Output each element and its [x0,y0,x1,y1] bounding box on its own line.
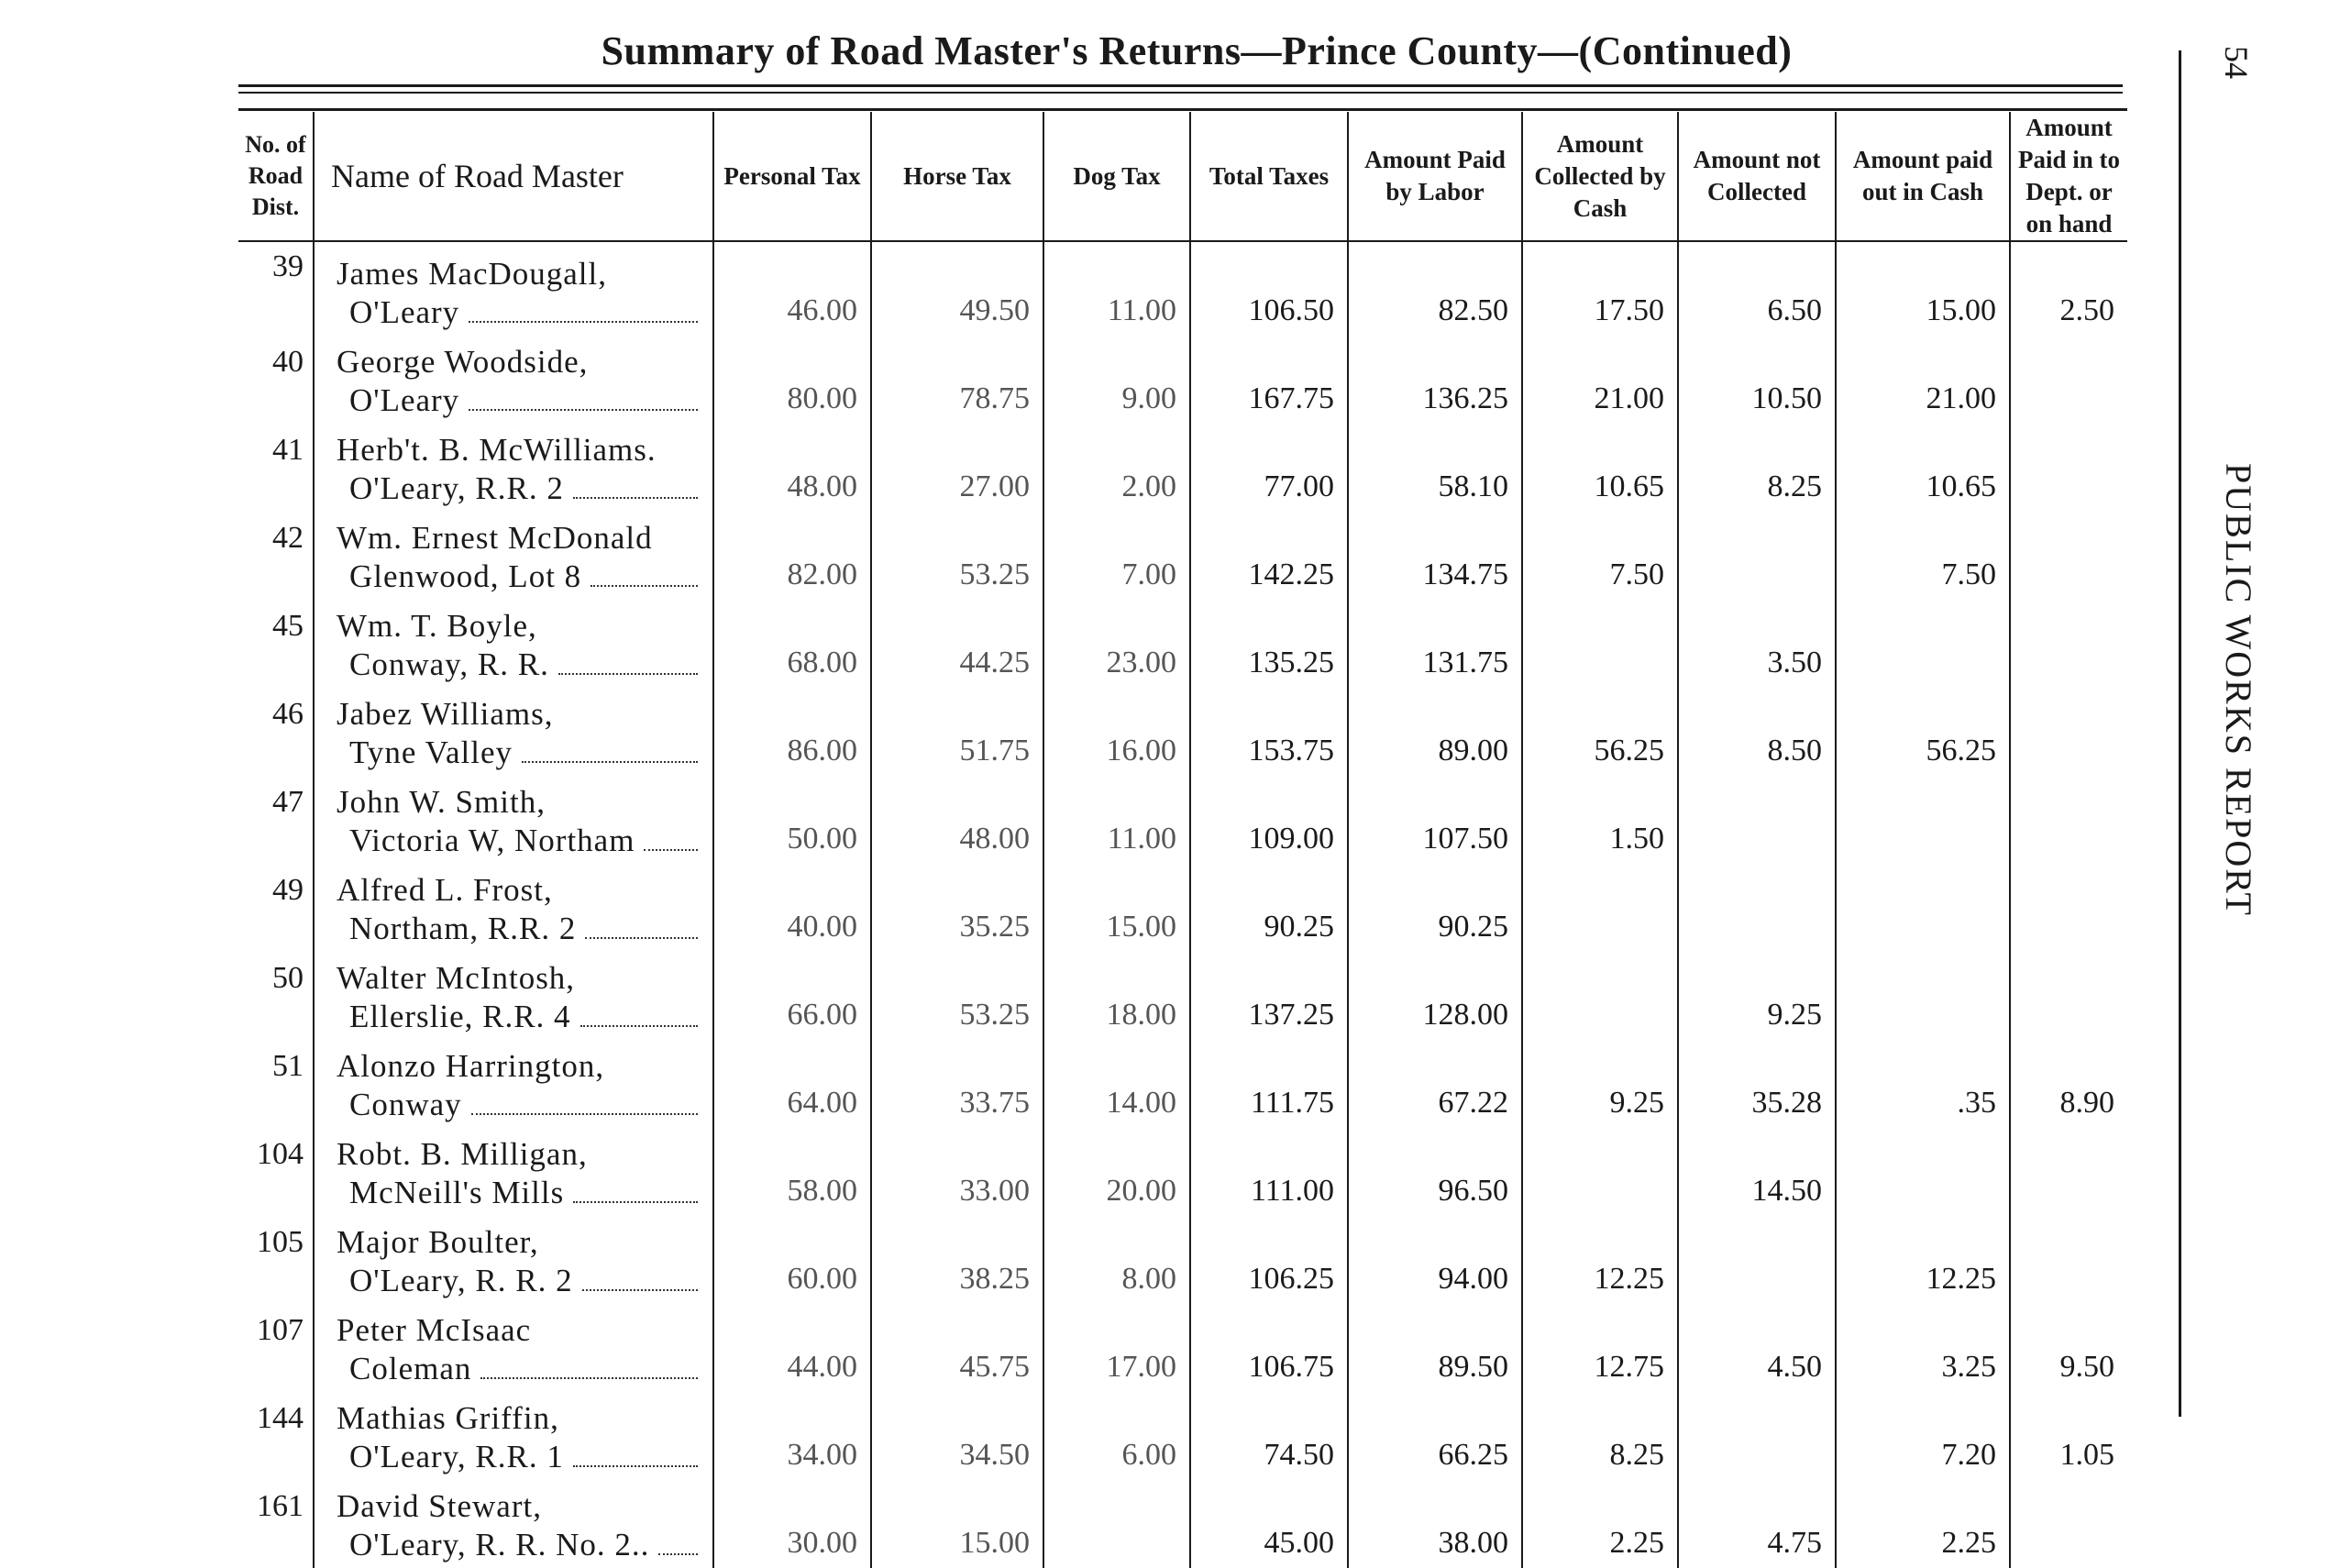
paid-out-cash-cell [1836,864,2010,952]
total-taxes-cell: 111.00 [1190,1128,1348,1216]
total-taxes-cell: 167.75 [1190,336,1348,424]
road-master-address-line [337,822,700,860]
road-master-cell [314,1128,713,1216]
road-master-cell [314,688,713,776]
total-taxes-cell: 74.50 [1190,1392,1348,1480]
dog-tax-cell: 9.00 [1043,336,1190,424]
road-dist-cell: 41 [238,424,314,512]
dog-tax-cell: 18.00 [1043,952,1190,1040]
table-row [238,424,2127,512]
paid-by-labor-cell: 67.22 [1348,1040,1522,1128]
road-master-place: O'Leary [349,382,460,418]
total-taxes-cell: 106.25 [1190,1216,1348,1304]
road-dist-cell: 42 [238,512,314,600]
road-master-cell [314,864,713,952]
collected-by-cash-cell: 7.50 [1522,512,1678,600]
paid-out-cash-cell: 12.25 [1836,1216,2010,1304]
paid-by-labor-cell: 66.25 [1348,1392,1522,1480]
road-master-name: Mathias Griffin, [337,1400,559,1436]
paid-by-labor-cell: 107.50 [1348,776,1522,864]
road-master-place: Conway, R. R. [349,646,549,682]
collected-by-cash-cell [1522,952,1678,1040]
leader-dots [580,998,698,1027]
road-master-name: Alfred L. Frost, [337,872,553,908]
personal-tax-cell: 80.00 [713,336,871,424]
horse-tax-cell: 53.25 [871,512,1043,600]
personal-tax-cell: 46.00 [713,240,871,336]
total-taxes-cell: 153.75 [1190,688,1348,776]
dog-tax-cell: 6.00 [1043,1392,1190,1480]
paid-to-dept-cell [2010,424,2127,512]
personal-tax-cell: 34.00 [713,1392,871,1480]
paid-to-dept-cell [2010,776,2127,864]
dog-tax-cell: 7.00 [1043,512,1190,600]
table-row [238,336,2127,424]
leader-dots [522,734,698,763]
col-header-paid-out-cash: Amount paid out in Cash [1836,112,2010,240]
total-taxes-cell: 106.50 [1190,240,1348,336]
paid-by-labor-cell: 94.00 [1348,1216,1522,1304]
returns-table [238,112,2127,1568]
not-collected-cell: 6.50 [1678,240,1836,336]
collected-by-cash-cell [1522,864,1678,952]
total-taxes-cell: 109.00 [1190,776,1348,864]
paid-by-labor-cell: 131.75 [1348,600,1522,688]
dog-tax-cell: 16.00 [1043,688,1190,776]
paid-out-cash-cell: .35 [1836,1040,2010,1128]
paid-by-labor-cell: 89.00 [1348,688,1522,776]
road-master-address-line [337,293,700,332]
paid-to-dept-cell [2010,688,2127,776]
header-top-rule [238,108,2127,111]
dog-tax-cell: 20.00 [1043,1128,1190,1216]
road-master-cell [314,600,713,688]
not-collected-cell [1678,1392,1836,1480]
paid-by-labor-cell: 134.75 [1348,512,1522,600]
title-rule [238,84,2123,87]
road-dist-cell: 105 [238,1216,314,1304]
horse-tax-cell: 38.25 [871,1216,1043,1304]
road-master-name: Alonzo Harrington, [337,1048,605,1084]
leader-dots [591,558,698,587]
collected-by-cash-cell: 56.25 [1522,688,1678,776]
personal-tax-cell: 58.00 [713,1128,871,1216]
personal-tax-cell: 82.00 [713,512,871,600]
paid-by-labor-cell: 90.25 [1348,864,1522,952]
table-row [238,600,2127,688]
road-master-place: Glenwood, Lot 8 [349,558,582,594]
road-master-address-line [337,734,700,772]
col-header-dog-tax: Dog Tax [1043,112,1190,240]
total-taxes-cell: 45.00 [1190,1480,1348,1568]
road-master-address-line [337,1350,700,1388]
road-master-place: Tyne Valley [349,734,513,770]
header-bottom-rule [238,240,2127,242]
road-master-place: McNeill's Mills [349,1175,565,1210]
personal-tax-cell: 66.00 [713,952,871,1040]
col-header-not-collected: Amount not Collected [1678,112,1836,240]
personal-tax-cell: 44.00 [713,1304,871,1392]
horse-tax-cell: 27.00 [871,424,1043,512]
dog-tax-cell: 8.00 [1043,1216,1190,1304]
road-master-cell [314,1480,713,1568]
horse-tax-cell: 35.25 [871,864,1043,952]
collected-by-cash-cell: 10.65 [1522,424,1678,512]
collected-by-cash-cell: 17.50 [1522,240,1678,336]
horse-tax-cell: 53.25 [871,952,1043,1040]
not-collected-cell [1678,864,1836,952]
paid-to-dept-cell [2010,1480,2127,1568]
table-row [238,1304,2127,1392]
road-master-address-line [337,1262,700,1300]
personal-tax-cell: 30.00 [713,1480,871,1568]
total-taxes-cell: 142.25 [1190,512,1348,600]
road-dist-cell: 144 [238,1392,314,1480]
paid-out-cash-cell [1836,952,2010,1040]
road-master-name: John W. Smith, [337,784,546,820]
personal-tax-cell: 50.00 [713,776,871,864]
not-collected-cell [1678,512,1836,600]
personal-tax-cell: 48.00 [713,424,871,512]
leader-dots [558,646,698,675]
paid-to-dept-cell: 1.05 [2059,1438,2114,1472]
dog-tax-cell: 23.00 [1043,600,1190,688]
road-dist-cell: 50 [238,952,314,1040]
personal-tax-cell: 68.00 [713,600,871,688]
total-taxes-cell: 106.75 [1190,1304,1348,1392]
leader-dots [469,293,698,323]
total-taxes-cell: 77.00 [1190,424,1348,512]
table-row [238,688,2127,776]
paid-by-labor-cell: 128.00 [1348,952,1522,1040]
horse-tax-cell: 33.00 [871,1128,1043,1216]
road-master-name: Wm. Ernest McDonald [337,520,653,556]
road-dist-cell: 39 [238,240,314,336]
road-master-place: O'Leary, R. R. No. 2.. [349,1527,650,1562]
paid-to-dept-cell: 9.50 [2059,1350,2114,1384]
running-head: PUBLIC WORKS REPORT [2218,463,2259,917]
paid-out-cash-cell: 21.00 [1836,336,2010,424]
road-master-address-line [337,469,700,508]
paid-out-cash-cell: 2.25 [1836,1480,2010,1568]
collected-by-cash-cell: 12.25 [1522,1216,1678,1304]
road-master-name: Wm. T. Boyle, [337,608,537,644]
horse-tax-cell: 78.75 [871,336,1043,424]
page-title: Summary of Road Master's Returns—Prince County—(Continued) [601,28,1793,73]
table-row [238,1480,2127,1568]
table-row [238,1128,2127,1216]
road-master-address-line [337,381,700,420]
collected-by-cash-cell: 12.75 [1522,1304,1678,1392]
horse-tax-cell: 48.00 [871,776,1043,864]
leader-dots [582,1262,698,1291]
table-row [238,1040,2127,1128]
road-master-address-line [337,1526,700,1564]
road-master-name: Walter McIntosh, [337,960,576,996]
header-row [238,112,2127,240]
not-collected-cell [1678,776,1836,864]
road-dist-cell: 45 [238,600,314,688]
table-row [238,1216,2127,1304]
road-master-address-line [337,910,700,948]
paid-to-dept-cell [2010,512,2127,600]
road-master-name: Herb't. B. McWilliams. [337,432,657,468]
dog-tax-cell: 2.00 [1043,424,1190,512]
road-master-cell [314,1040,713,1128]
paid-out-cash-cell: 3.25 [1836,1304,2010,1392]
not-collected-cell: 4.75 [1678,1480,1836,1568]
total-taxes-cell: 111.75 [1190,1040,1348,1128]
road-master-place: Coleman [349,1351,472,1386]
collected-by-cash-cell: 1.50 [1522,776,1678,864]
leader-dots [644,822,698,851]
road-master-cell [314,1304,713,1392]
paid-by-labor-cell: 38.00 [1348,1480,1522,1568]
road-master-name: David Stewart, [337,1488,542,1524]
paid-out-cash-cell: 7.20 [1836,1392,2010,1480]
road-master-address-line [337,1438,700,1476]
dog-tax-cell: 11.00 [1043,240,1190,336]
table-row [238,776,2127,864]
horse-tax-cell: 34.50 [871,1392,1043,1480]
paid-by-labor-cell: 58.10 [1348,424,1522,512]
horse-tax-cell: 15.00 [871,1480,1043,1568]
dog-tax-cell: 15.00 [1043,864,1190,952]
paid-out-cash-cell: 7.50 [1836,512,2010,600]
paid-by-labor-cell: 82.50 [1348,240,1522,336]
dog-tax-cell: 11.00 [1043,776,1190,864]
paid-to-dept-cell: 8.90 [2059,1086,2114,1120]
margin-rule [2179,50,2181,1417]
road-dist-cell: 104 [238,1128,314,1216]
leader-dots [573,1438,698,1467]
road-master-name: Jabez Williams, [337,696,554,732]
paid-to-dept-cell [2010,952,2127,1040]
not-collected-cell: 3.50 [1678,600,1836,688]
road-master-place: O'Leary, R.R. 2 [349,470,564,506]
road-master-cell [314,1392,713,1480]
paid-to-dept-cell [2010,1216,2127,1304]
paid-to-dept-cell [2010,1128,2127,1216]
table-row [238,1392,2127,1480]
personal-tax-cell: 64.00 [713,1040,871,1128]
paid-out-cash-cell: 15.00 [1836,240,2010,336]
road-master-place: Northam, R.R. 2 [349,911,577,946]
road-dist-cell: 40 [238,336,314,424]
leader-dots [658,1526,698,1555]
not-collected-cell: 4.50 [1678,1304,1836,1392]
road-master-address-line [337,558,700,596]
dog-tax-cell: 14.00 [1043,1040,1190,1128]
total-taxes-cell: 137.25 [1190,952,1348,1040]
horse-tax-cell: 45.75 [871,1304,1043,1392]
personal-tax-cell: 60.00 [713,1216,871,1304]
road-master-place: Victoria W, Northam [349,823,635,858]
table-body [238,240,2127,1568]
col-header-personal-tax: Personal Tax [713,112,871,240]
paid-to-dept-cell [2010,864,2127,952]
road-master-name: Peter McIsaac [337,1312,532,1348]
personal-tax-cell: 40.00 [713,864,871,952]
road-master-address-line [337,646,700,684]
collected-by-cash-cell: 2.25 [1522,1480,1678,1568]
paid-out-cash-cell [1836,600,2010,688]
not-collected-cell: 9.25 [1678,952,1836,1040]
road-master-place: Ellerslie, R.R. 4 [349,999,571,1034]
paid-out-cash-cell: 10.65 [1836,424,2010,512]
collected-by-cash-cell [1522,1128,1678,1216]
road-master-cell [314,240,713,336]
collected-by-cash-cell: 21.00 [1522,336,1678,424]
road-master-address-line [337,1174,700,1212]
not-collected-cell [1678,1216,1836,1304]
paid-by-labor-cell: 89.50 [1348,1304,1522,1392]
road-master-name: Major Boulter, [337,1224,539,1260]
paid-out-cash-cell [1836,1128,2010,1216]
road-master-cell [314,952,713,1040]
not-collected-cell: 8.25 [1678,424,1836,512]
road-dist-cell: 46 [238,688,314,776]
road-master-place: Conway [349,1087,462,1122]
paid-by-labor-cell: 96.50 [1348,1128,1522,1216]
horse-tax-cell: 44.25 [871,600,1043,688]
col-header-name: Name of Road Master [314,112,713,240]
road-dist-cell: 107 [238,1304,314,1392]
paid-to-dept-cell: 2.50 [2059,293,2114,327]
not-collected-cell: 35.28 [1678,1040,1836,1128]
paid-to-dept-cell [2010,600,2127,688]
table-row [238,952,2127,1040]
road-master-name: James MacDougall, [337,256,607,292]
personal-tax-cell: 86.00 [713,688,871,776]
col-header-road-dist: No. of Road Dist. [238,112,314,240]
road-master-address-line [337,1086,700,1124]
total-taxes-cell: 135.25 [1190,600,1348,688]
road-dist-cell: 161 [238,1480,314,1568]
leader-dots [573,469,698,499]
leader-dots [469,381,698,411]
horse-tax-cell: 51.75 [871,688,1043,776]
col-header-collected-by-cash: Amount Collected by Cash [1522,112,1678,240]
collected-by-cash-cell [1522,600,1678,688]
table-row [238,864,2127,952]
leader-dots [471,1086,698,1115]
page-number: 54 [2218,46,2255,79]
road-master-name: Robt. B. Milligan, [337,1136,588,1172]
title-rule-double [238,92,2123,94]
total-taxes-cell: 90.25 [1190,864,1348,952]
dog-tax-cell: 17.00 [1043,1304,1190,1392]
road-master-place: O'Leary, R.R. 1 [349,1439,564,1474]
col-header-horse-tax: Horse Tax [871,112,1043,240]
not-collected-cell: 14.50 [1678,1128,1836,1216]
road-dist-cell: 47 [238,776,314,864]
leader-dots [585,910,698,939]
horse-tax-cell: 49.50 [871,240,1043,336]
paid-by-labor-cell: 136.25 [1348,336,1522,424]
col-header-paid-to-dept: Amount Paid in to Dept. or on hand [2017,114,2121,237]
leader-dots [573,1174,698,1203]
road-master-cell [314,1216,713,1304]
table-row [238,240,2127,336]
road-master-cell [314,424,713,512]
paid-to-dept-cell [2010,336,2127,424]
road-master-cell [314,336,713,424]
road-master-address-line [337,998,700,1036]
table-row [238,512,2127,600]
dog-tax-cell [1043,1480,1190,1568]
road-master-place: O'Leary, R. R. 2 [349,1263,573,1298]
col-header-paid-by-labor: Amount Paid by Labor [1348,112,1522,240]
collected-by-cash-cell: 8.25 [1522,1392,1678,1480]
collected-by-cash-cell: 9.25 [1522,1040,1678,1128]
road-dist-cell: 51 [238,1040,314,1128]
road-master-name: George Woodside, [337,344,589,380]
not-collected-cell: 8.50 [1678,688,1836,776]
road-master-cell [314,512,713,600]
paid-out-cash-cell [1836,776,2010,864]
not-collected-cell: 10.50 [1678,336,1836,424]
col-header-total-taxes: Total Taxes [1190,112,1348,240]
leader-dots [480,1350,698,1379]
road-master-place: O'Leary [349,294,460,330]
paid-out-cash-cell: 56.25 [1836,688,2010,776]
road-dist-cell: 49 [238,864,314,952]
road-master-cell [314,776,713,864]
horse-tax-cell: 33.75 [871,1040,1043,1128]
